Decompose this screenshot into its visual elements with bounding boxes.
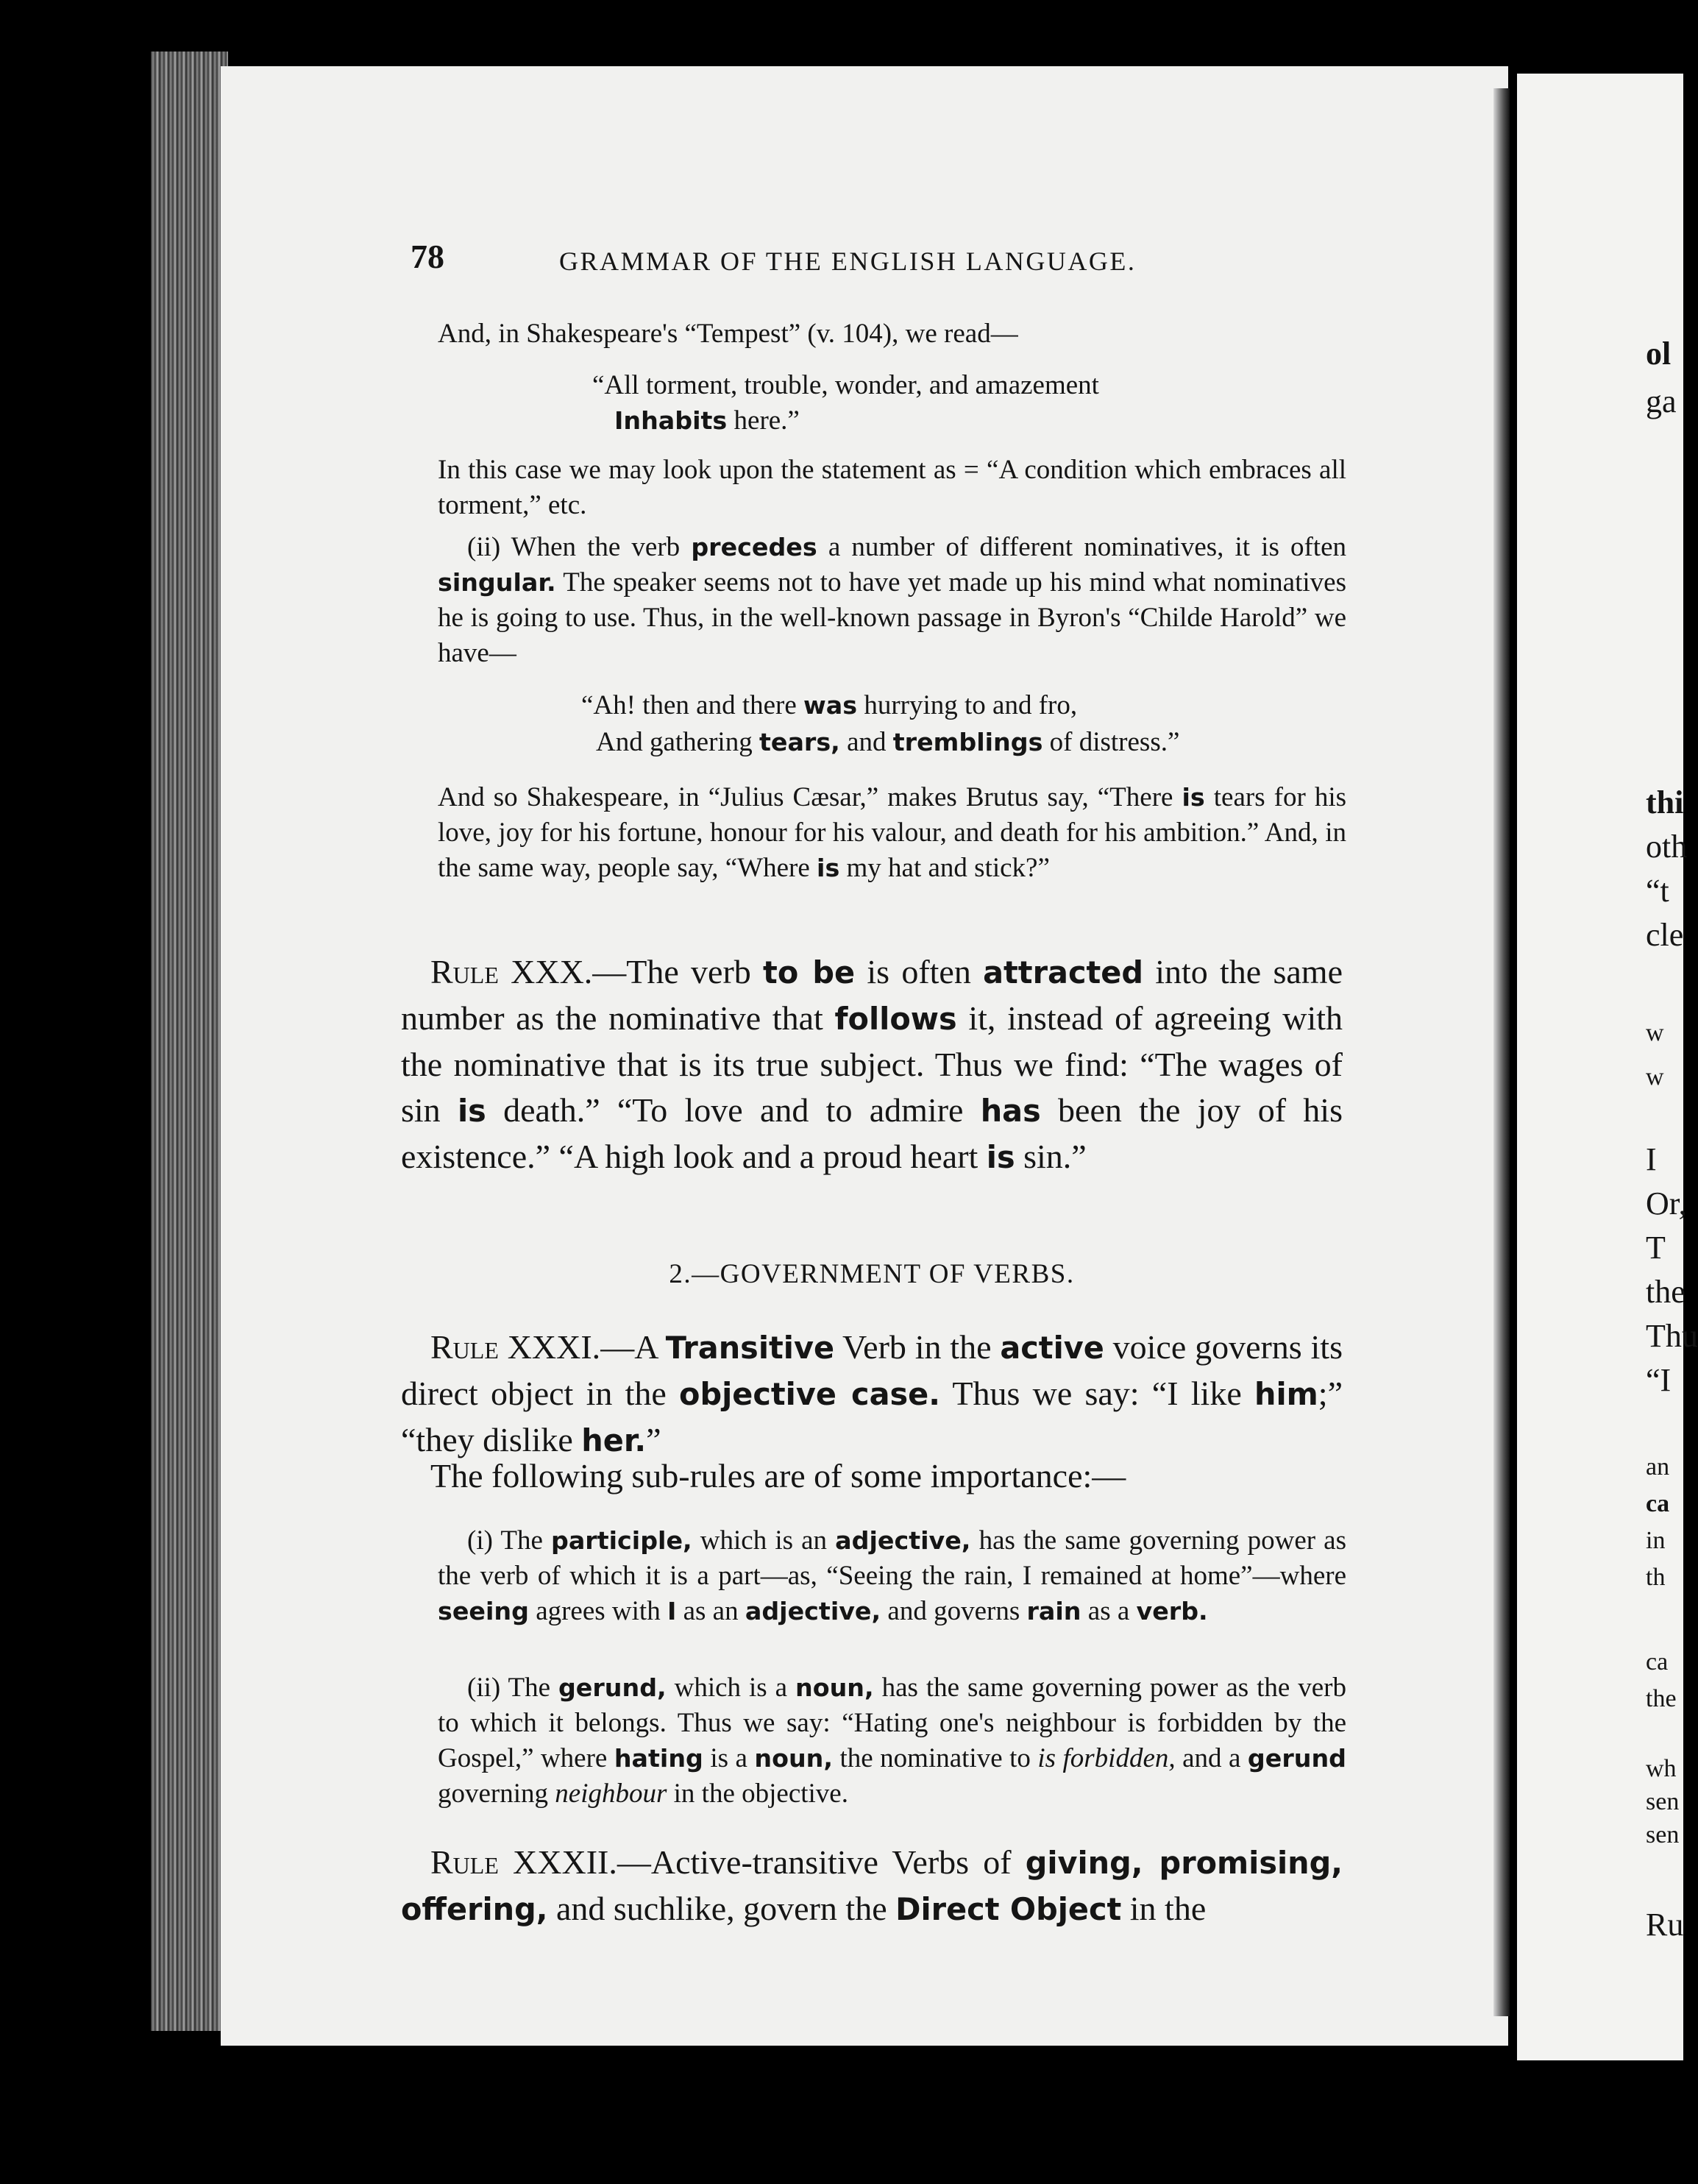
facing-fragment: oth [1646,829,1688,865]
facing-fragment: sen [1646,1788,1680,1815]
facing-fragment: ol [1646,336,1672,372]
page-edges [151,52,228,2031]
book-gutter [1493,88,1510,2016]
facing-fragment: ga [1646,383,1677,419]
quote-tempest-line-1: “All torment, trouble, wonder, and amazement [592,370,1099,400]
facing-fragment: thi [1646,784,1684,820]
facing-fragment: th [1646,1564,1666,1591]
quote-tempest-line-2: Inhabits here.” [614,405,800,436]
facing-fragment: ca [1646,1490,1670,1517]
bold-term: Inhabits [614,406,728,435]
paragraph-julius-caesar: And so Shakespeare, in “Julius Cæsar,” makes Brutus say, “There is tears for his love, joy for his fortune, honour for his valour, and death for his ambition.” And, in the same way, people say, “Where is my hat and stick?” [438,782,1347,883]
sub-rules-intro: The following sub-rules are of some importance:— [430,1457,1126,1495]
paragraph-sub-ii: (ii) When the verb precedes a number of different nominatives, it is often singular. The speaker seems not to have yet made up his mind what nominatives he is going to use. Thus, in the well-known passage in Byron's “Childe Harold” we have— [438,532,1347,668]
facing-fragment: an [1646,1453,1670,1481]
facing-fragment: ca [1646,1648,1669,1676]
facing-fragment: “t [1646,873,1669,909]
paragraph-statement: In this case we may look upon the statement as = “A condition which embraces all torment,” etc. [438,455,1346,520]
facing-fragment: w [1646,1063,1664,1091]
page-number: 78 [411,238,444,275]
quote-byron-line-1: “Ah! then and there was hurrying to and fro, [581,690,1078,720]
facing-fragment: sen [1646,1821,1680,1848]
facing-fragment: “I [1646,1362,1672,1398]
facing-fragment: Or, [1646,1185,1687,1222]
facing-fragment: in [1646,1527,1666,1554]
rule-label: Rule XXXII. [430,1843,617,1881]
facing-fragment: wh [1646,1755,1677,1782]
facing-fragment: w [1646,1019,1664,1046]
rule-label: Rule XXXI. [430,1328,601,1366]
facing-fragment: T [1646,1230,1666,1266]
facing-fragment: Thu [1646,1318,1698,1354]
sub-rule-participle: (i) The participle, which is an adjective, has the same governing power as the verb of which it is a part—as, “Seeing the rain, I remained at home”—where seeing agrees with I as an adjective, and governs rain as a verb. [438,1525,1346,1626]
facing-fragment: the [1646,1685,1677,1712]
rule-30: Rule XXX.—The verb to be is often attracted into the same number as the nominative that follows it, instead of agreeing with the nominative that is its true subject. Thus we find: “The wages of sin is death.” “To love and to admire has been the joy of his existence.” “A high look and a proud heart is sin.” [401,953,1343,1175]
rule-label: Rule XXX. [430,953,593,990]
rule-32: Rule XXXII.—Active-transitive Verbs of giving, promising, offering, and suchlike, govern the Direct Object in the [401,1843,1343,1927]
paragraph-tempest-intro: And, in Shakespeare's “Tempest” (v. 104), we read— [438,319,1018,349]
facing-fragment: Ru [1646,1907,1684,1943]
facing-page [1517,74,1698,2060]
quote-byron-line-2: And gathering tears, and tremblings of distress.” [596,727,1180,757]
facing-fragment: I [1646,1141,1657,1177]
section-heading: 2.—GOVERNMENT OF VERBS. [669,1259,1075,1289]
running-head: GRAMMAR OF THE ENGLISH LANGUAGE. [559,247,1137,276]
facing-fragment: cle [1646,917,1684,953]
sub-rule-gerund: (ii) The gerund, which is a noun, has the same governing power as the verb to which it belongs. Thus we say: “Hating one's neighbour is forbidden by the Gospel,” where hating is a noun, the nominative to is forbidden, and a gerund governing neighbour in the objective. [438,1673,1346,1809]
rule-31: Rule XXXI.—A Transitive Verb in the active voice governs its direct object in the objective case. Thus we say: “I like him;” “they dislike her.” [401,1328,1343,1458]
facing-fragment: the [1646,1274,1685,1310]
